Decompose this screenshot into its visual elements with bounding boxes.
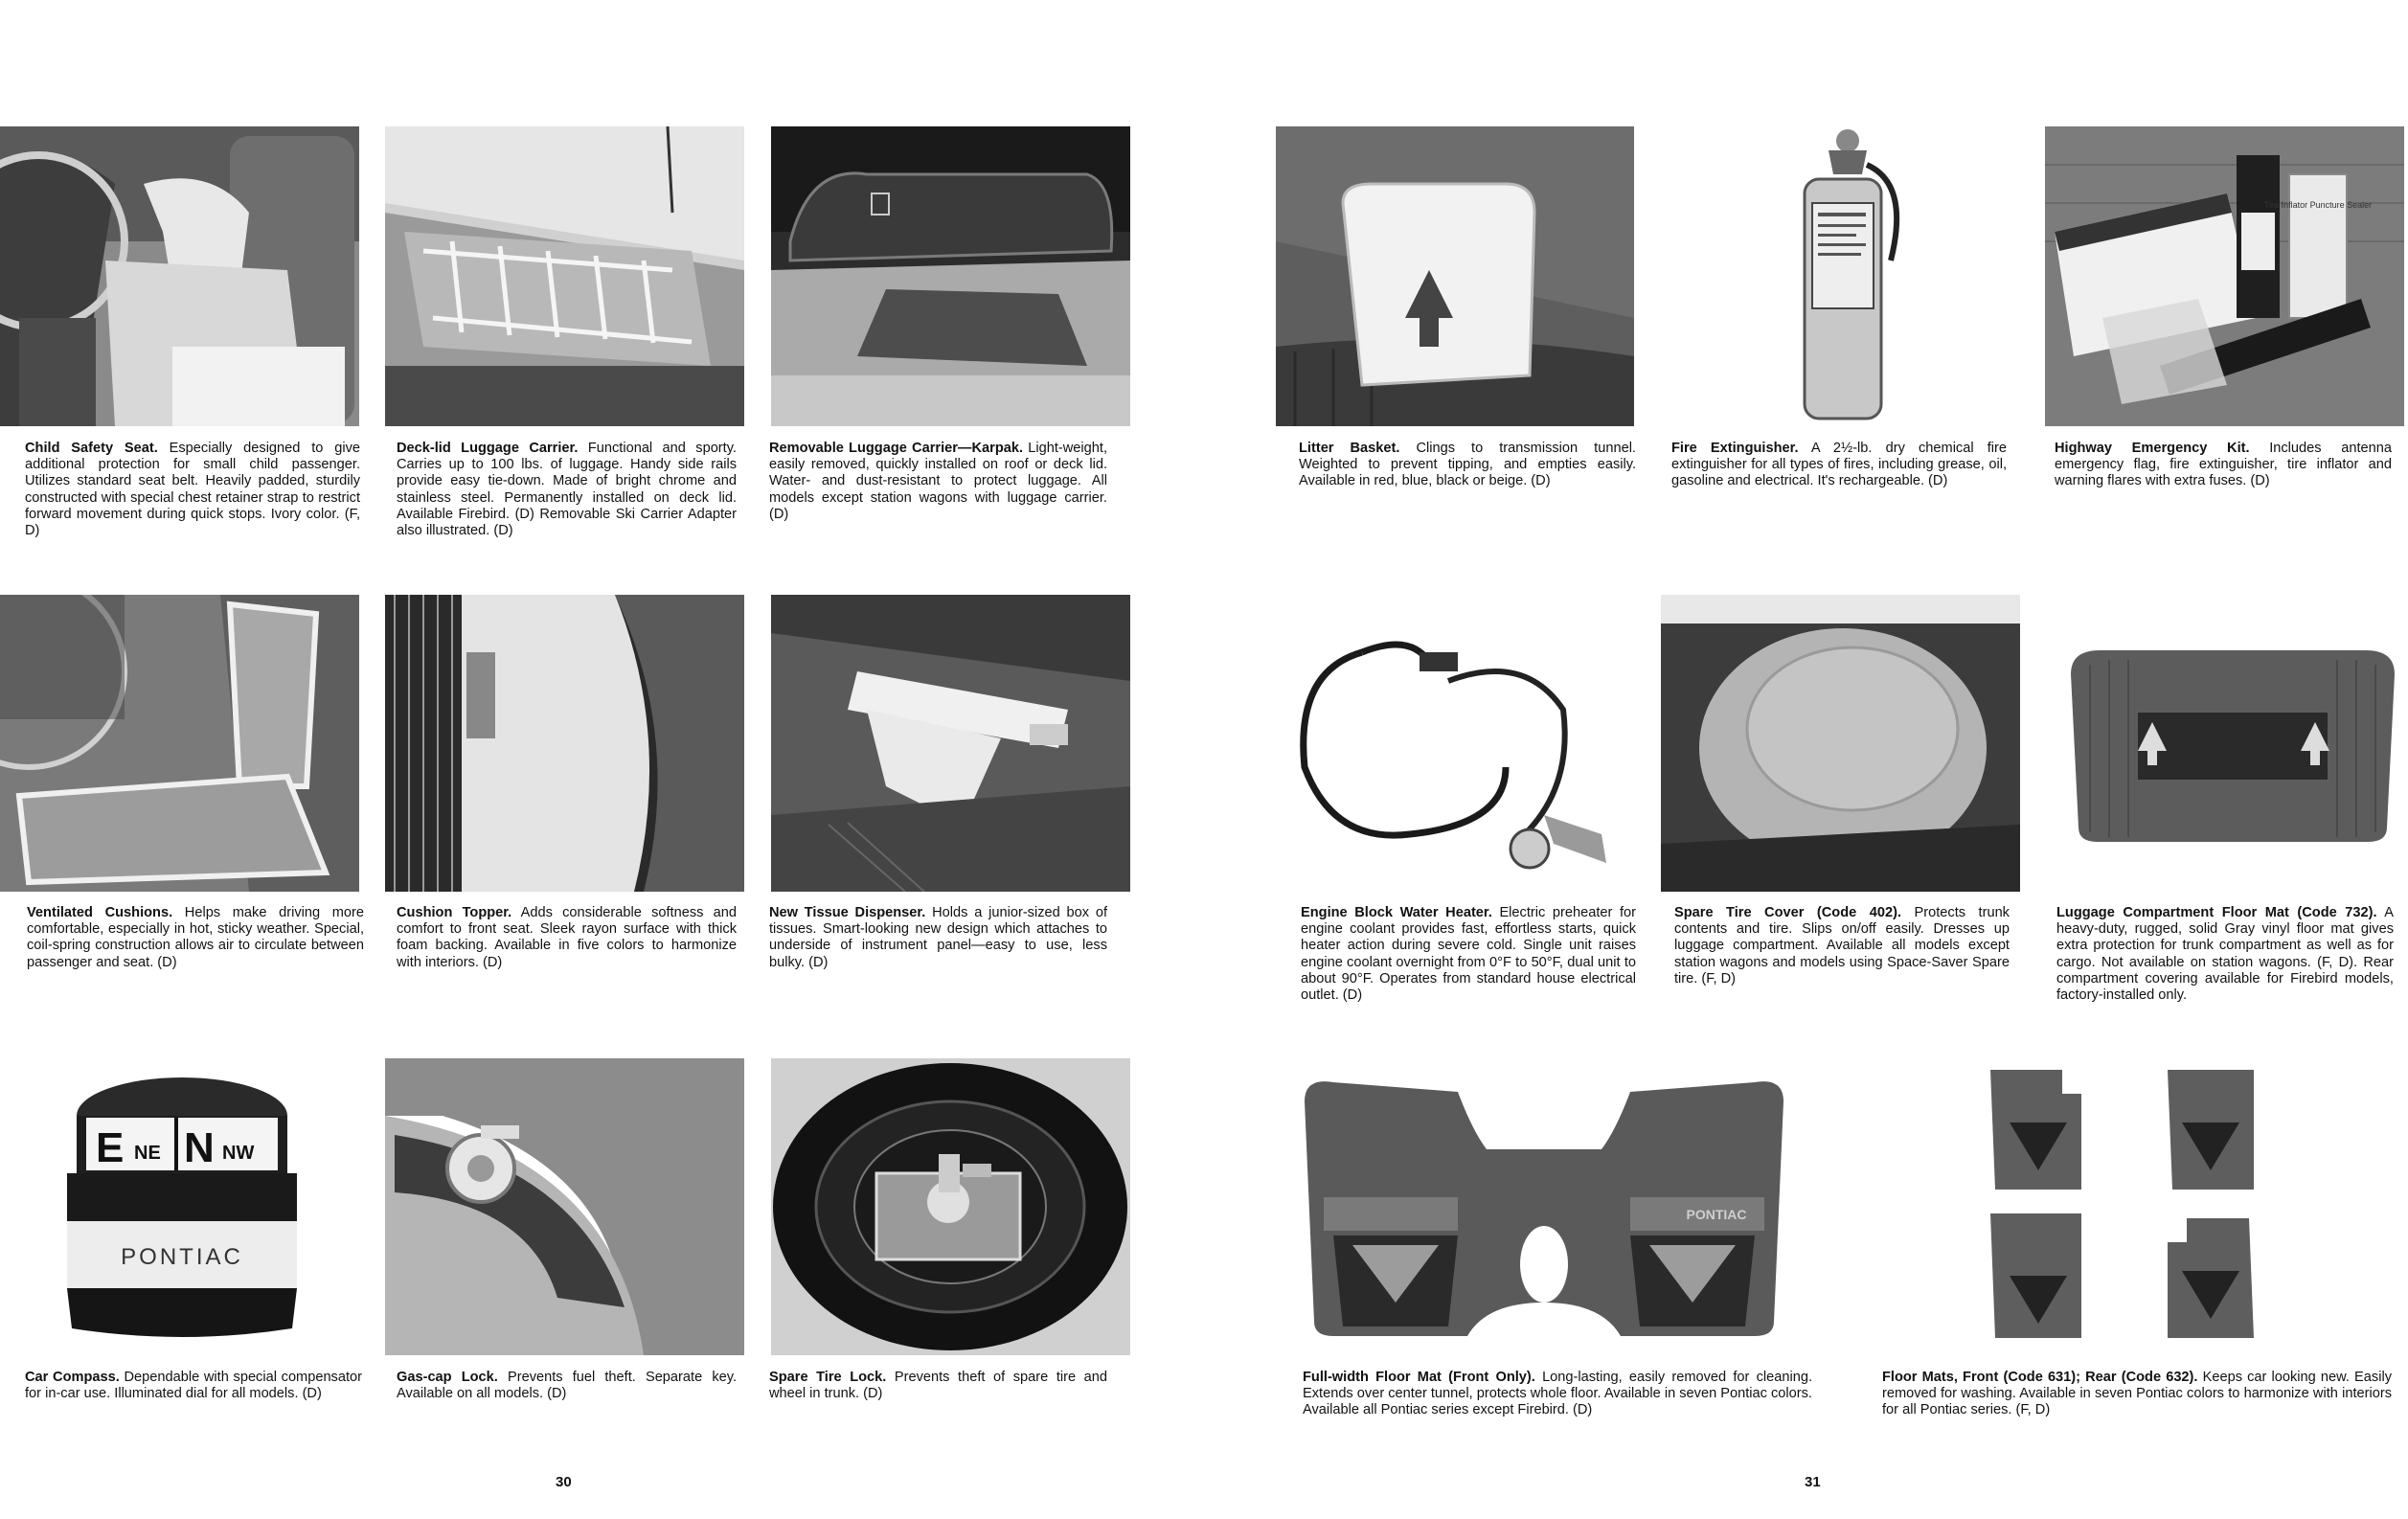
cushion-topper-caption: Cushion Topper. Adds considerable softness and comfort to front seat. Sleek rayon surface with thick foam backing. Available in five colors to harmonize with interiors. (D) [397,905,738,970]
full-width-floor-mat-photo [1295,1073,1793,1341]
luggage-floor-mat-photo [2061,646,2404,847]
kit-label: Tire Inflator Puncture Sealer [2263,200,2373,210]
tissue-dispenser-photo [771,595,1130,892]
highway-emergency-kit-photo [2045,126,2404,426]
cushion-topper-photo [385,595,744,892]
page-number-left: 30 [556,1474,572,1490]
compass-dial-ne: NE [134,1143,161,1164]
child-safety-seat-photo [0,126,359,426]
gas-cap-lock-photo [385,1058,744,1355]
deck-lid-luggage-carrier-caption: Deck-lid Luggage Carrier. Functional and sporty. Carries up to 100 lbs. of luggage. Handy side rails provide easy tie-down. Made of bright chrome and stainless steel. Permanently installed on deck lid. Available Firebird. (D) Removable Ski Carrier Adapter also illustrated. (D) [397,441,737,539]
spare-tire-cover-photo [1661,595,2020,892]
ventilated-cushions-photo [0,595,359,892]
front-rear-floor-mats-photo [1990,1065,2393,1343]
removable-luggage-carrier-caption: Removable Luggage Carrier—Karpak. Light-weight, easily removed, quickly installed on roof or deck lid. Water- and dust-resistant to protect luggage. All models except station wagons with luggage carrier. (D) [769,441,1107,522]
car-compass-caption: Car Compass. Dependable with special compensator for in-car use. Illuminated dial for all models. (D) [25,1370,363,1402]
fire-extinguisher-caption: Fire Extinguisher. A 2½-lb. dry chemical fire extinguisher for all types of fires, including grease, oil, gasoline and electrical. It's rechargeable. (D) [1671,441,2007,489]
child-safety-seat-caption: Child Safety Seat. Especially designed to give additional protection for small child passenger. Utilizes standard seat belt. Heavily padded, sturdily constructed with special chest retainer strap to restrict forward movement during quick stops. Ivory color. (F, D) [25,441,360,539]
engine-block-water-heater-photo [1276,595,1634,892]
spare-tire-lock-caption: Spare Tire Lock. Prevents theft of spare tire and wheel in trunk. (D) [769,1370,1107,1402]
highway-emergency-kit-caption: Highway Emergency Kit. Includes antenna emergency flag, fire extinguisher, tire inflator and warning flares with extra fuses. (D) [2055,441,2392,489]
car-compass-photo [0,1058,359,1355]
litter-basket-caption: Litter Basket. Clings to transmission tunnel. Weighted to prevent tipping, and empties easily. Available in red, blue, black or beige. (D) [1299,441,1636,489]
compass-dial-e: E [96,1124,125,1171]
litter-basket-photo [1276,126,1634,426]
removable-luggage-carrier-photo [771,126,1130,426]
engine-block-water-heater-caption: Engine Block Water Heater. Electric preheater for engine coolant provides fast, effortless starts, quick heater action during severe cold. Single unit raises engine coolant overnight from 0°F to 50°F, dual unit to about 90°F. Operates from standard house electrical outlet. (D) [1301,905,1636,1004]
luggage-floor-mat-caption: Luggage Compartment Floor Mat (Code 732). A heavy-duty, rugged, solid Gray vinyl floor mat gives extra protection for trunk compartment as well as for cargo. Not available on station wagons. (F, D). Rear compartment covering available for Firebird models, factory-installed only. [2056,905,2395,1004]
deck-lid-luggage-carrier-photo [385,126,744,426]
spare-tire-lock-photo [771,1058,1130,1355]
compass-brand-label: PONTIAC [121,1244,243,1270]
tissue-dispenser-caption: New Tissue Dispenser. Holds a junior-sized box of tissues. Smart-looking new design which attaches to underside of instrument panel—easy to use, less bulky. (D) [769,905,1108,970]
ventilated-cushions-caption: Ventilated Cushions. Helps make driving more comfortable, especially in hot, sticky weather. Special, coil-spring construction allows air to circulate between passenger and seat. (D) [27,905,364,970]
page-number-right: 31 [1805,1474,1821,1490]
gas-cap-lock-caption: Gas-cap Lock. Prevents fuel theft. Separate key. Available on all models. (D) [397,1370,737,1402]
full-width-floor-mat-caption: Full-width Floor Mat (Front Only). Long-lasting, easily removed for cleaning. Extends over center tunnel, protects whole floor. Available in seven Pontiac colors. Available all Pontiac series except Firebird. (D) [1303,1370,1813,1418]
compass-dial-nw: NW [222,1143,255,1164]
compass-dial-n: N [184,1124,215,1171]
fire-extinguisher-photo [1661,126,2020,426]
floor-mat-brand-label: PONTIAC [1686,1207,1747,1222]
front-rear-floor-mats-caption: Floor Mats, Front (Code 631); Rear (Code 632). Keeps car looking new. Easily removed for washing. Available in seven Pontiac colors to harmonize with interiors for all Pontiac series. (F, D) [1882,1370,2392,1418]
spare-tire-cover-caption: Spare Tire Cover (Code 402). Protects trunk contents and tire. Slips on/off easily. Dresses up luggage compartment. Available all models except station wagons and models using Space-Saver Spare tire. (F, D) [1674,905,2010,986]
